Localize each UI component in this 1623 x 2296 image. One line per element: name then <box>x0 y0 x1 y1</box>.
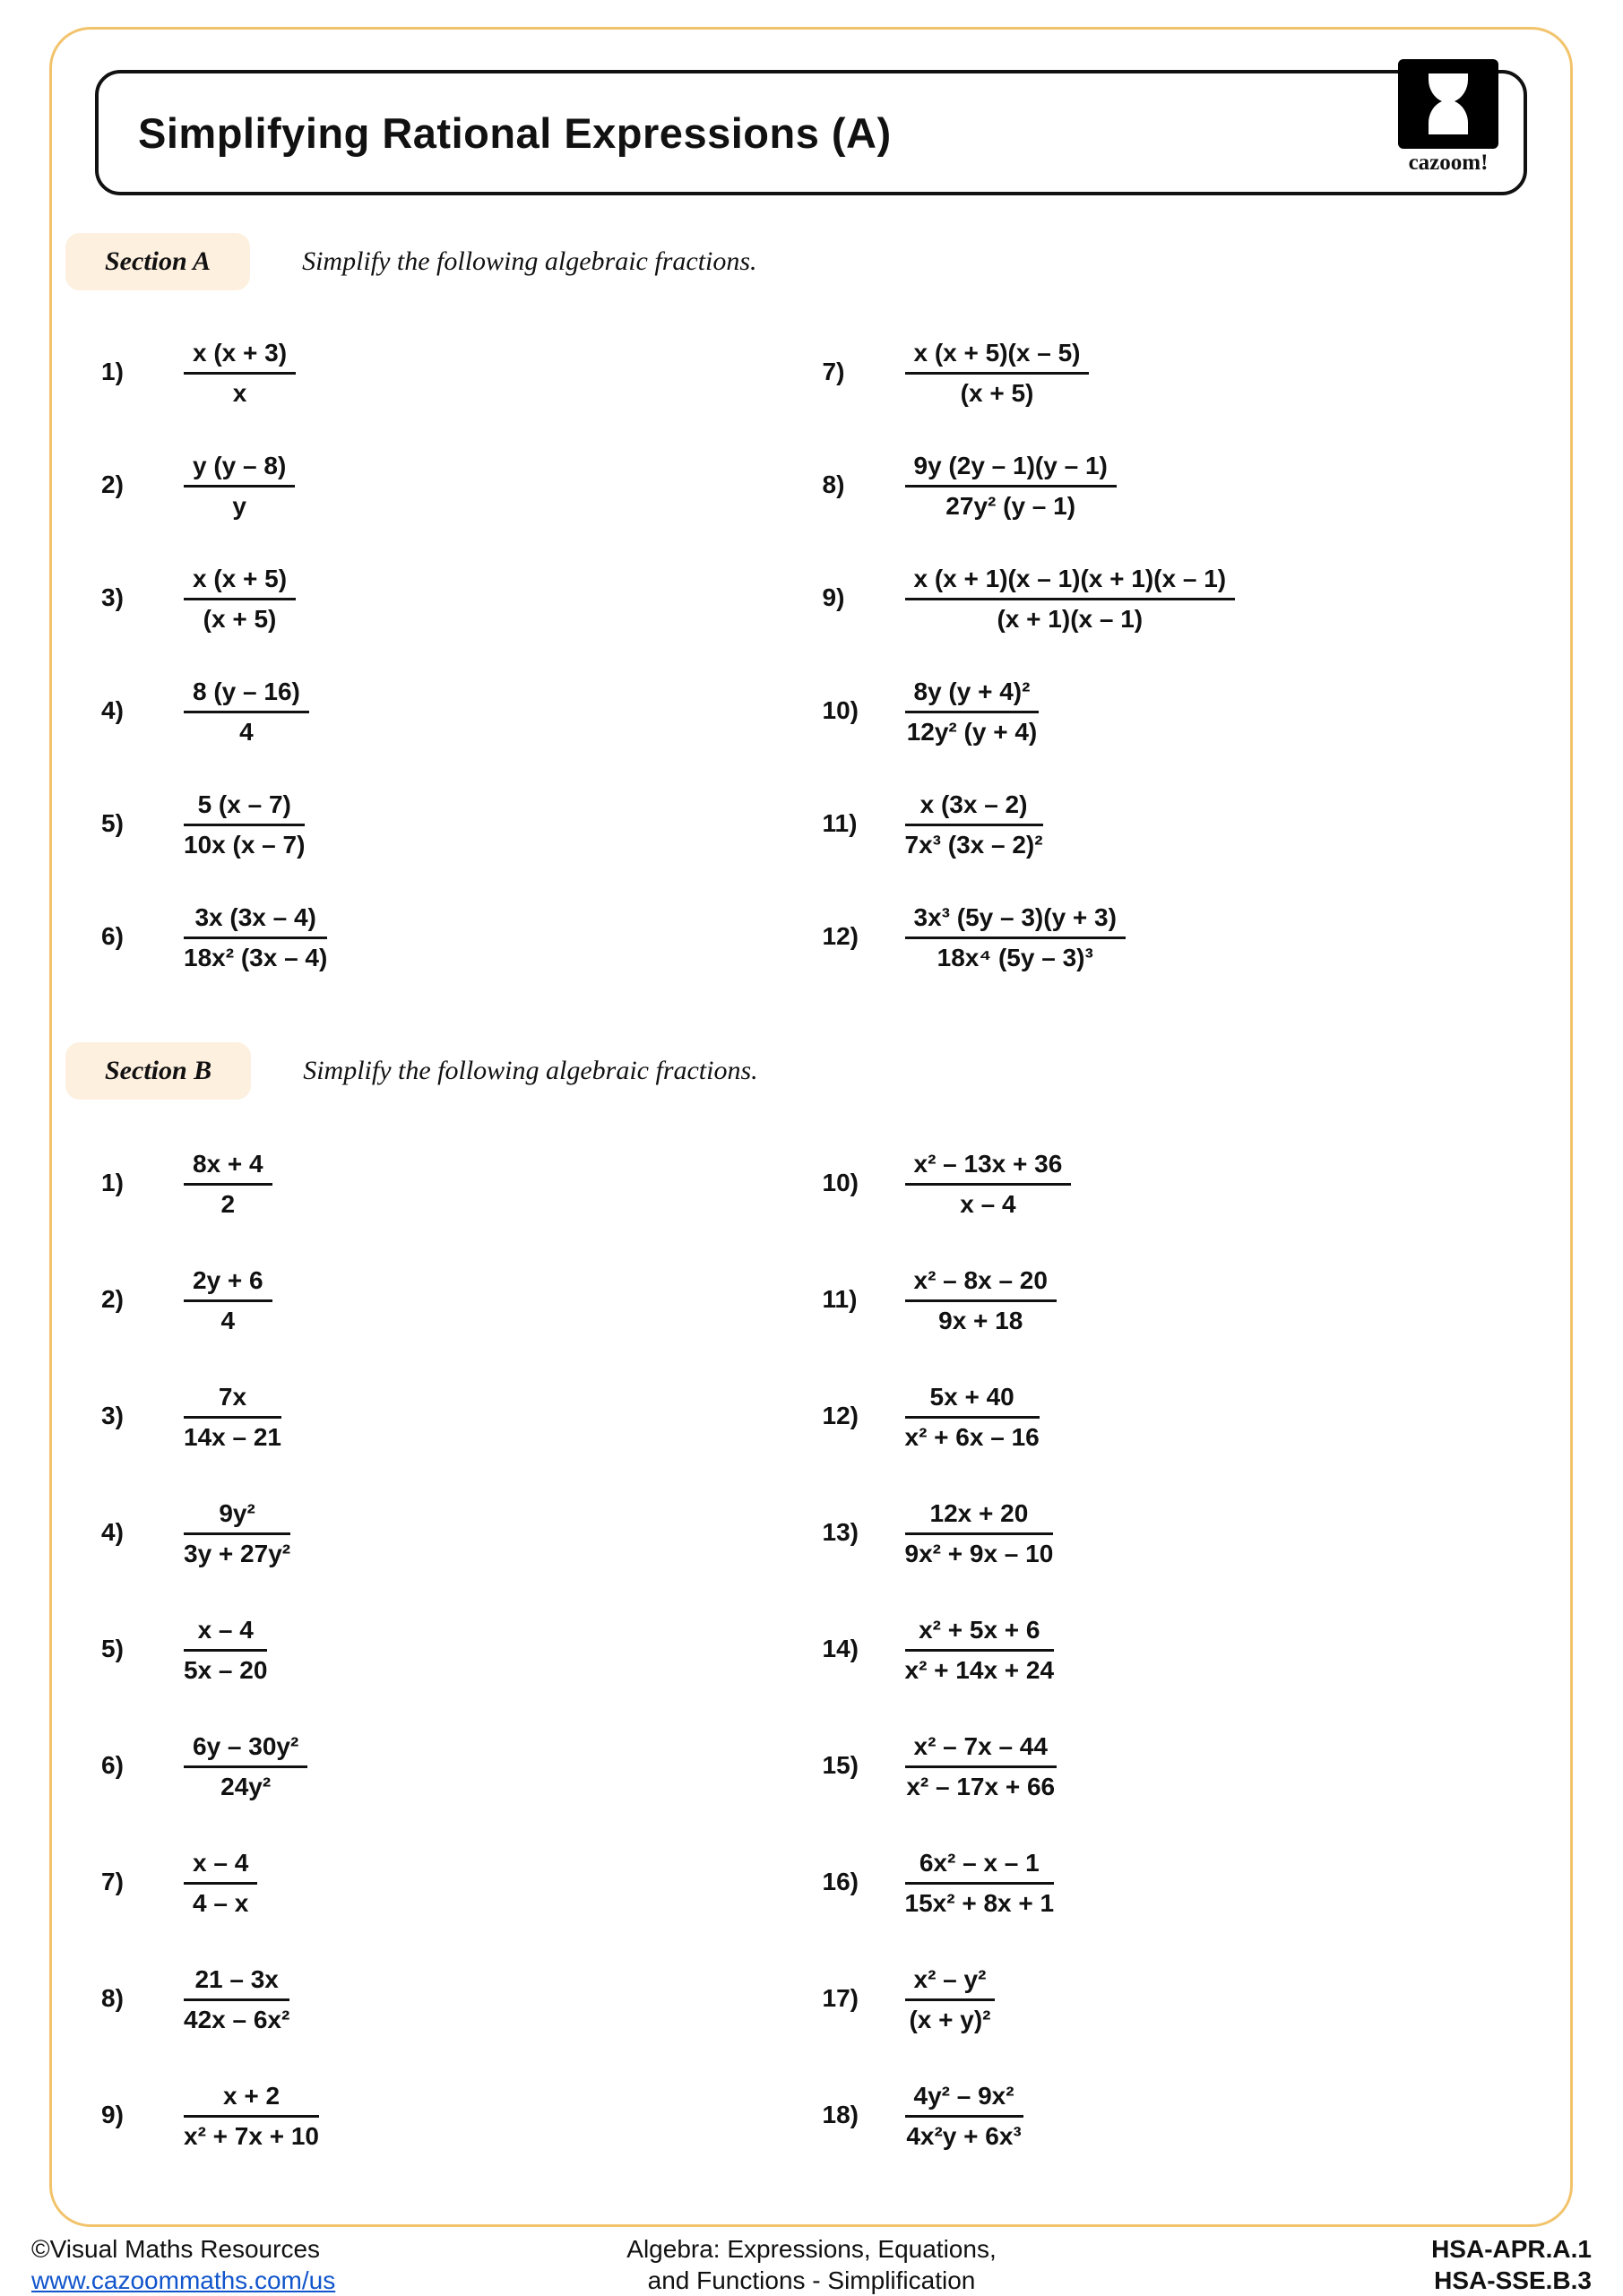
problem <box>823 315 1544 428</box>
section-a-column-left <box>101 315 823 993</box>
fraction-denominator: 4 – x <box>193 1889 249 1917</box>
section-b-problems <box>52 1100 1570 2173</box>
problem-number: 16) <box>822 1868 859 1895</box>
problem-number: 6) <box>101 1751 124 1779</box>
section-a-instruction: Simplify the following algebraic fractions. <box>302 246 757 276</box>
fraction <box>905 1612 1055 1686</box>
page-title: Simplifying Rational Expressions (A) <box>138 108 892 157</box>
fraction-denominator: 42x – 6x² <box>184 2006 290 2033</box>
problem-number: 8) <box>101 1984 124 2012</box>
fraction-denominator: y <box>232 492 246 520</box>
worksheet-border <box>49 27 1573 2227</box>
fraction <box>184 1845 257 1919</box>
problem-number: 6) <box>101 922 124 950</box>
problem-number: 5) <box>101 809 124 837</box>
fraction-numerator: x – 4 <box>184 1845 257 1885</box>
problem-number: 11) <box>822 1285 858 1313</box>
fraction <box>905 1263 1057 1336</box>
fraction <box>184 561 296 634</box>
fraction <box>905 900 1126 973</box>
fraction-denominator: x² + 14x + 24 <box>904 1656 1055 1684</box>
problem <box>101 654 823 767</box>
problem <box>101 767 823 880</box>
problem-number: 9) <box>822 583 845 611</box>
problem <box>823 428 1544 541</box>
section-a-label: Section A <box>65 233 250 290</box>
problem-number: 12) <box>822 922 859 950</box>
problem-number: 18) <box>822 2101 859 2128</box>
fraction <box>905 1962 996 2035</box>
fraction-denominator: 10x (x – 7) <box>184 831 306 859</box>
fraction-denominator: x – 4 <box>960 1190 1016 1218</box>
fraction <box>184 900 327 973</box>
fraction <box>905 448 1117 522</box>
fraction-denominator: (x + 5) <box>960 379 1034 407</box>
fraction <box>184 1263 272 1336</box>
fraction-numerator: x (3x – 2) <box>905 787 1043 826</box>
fraction <box>184 1729 307 1802</box>
fraction <box>184 674 309 747</box>
problem <box>823 1241 1544 1358</box>
fraction-denominator: 7x³ (3x – 2)² <box>904 831 1043 859</box>
fraction <box>905 335 1090 409</box>
problem <box>823 654 1544 767</box>
fraction-numerator: x – 4 <box>184 1612 267 1652</box>
problem <box>823 1591 1544 1707</box>
fraction-numerator: x² – 8x – 20 <box>905 1263 1057 1302</box>
fraction <box>184 2078 319 2152</box>
problem-number: 4) <box>101 696 124 724</box>
fraction-numerator: 3x (3x – 4) <box>184 900 327 939</box>
problem-number: 10) <box>822 696 859 724</box>
problem <box>823 767 1544 880</box>
problem <box>101 2057 823 2173</box>
fraction-denominator: 18x² (3x – 4) <box>184 944 328 971</box>
footer-copyright: ©Visual Maths Resources <box>31 2235 321 2263</box>
footer-standards <box>1431 2233 1592 2296</box>
problem-number: 2) <box>101 1285 124 1313</box>
problem <box>101 880 823 993</box>
problem <box>101 541 823 654</box>
problem <box>823 1940 1544 2057</box>
fraction-numerator: 8x + 4 <box>184 1146 272 1186</box>
fraction-denominator: x² + 7x + 10 <box>184 2122 320 2150</box>
fraction-numerator: 3x³ (5y – 3)(y + 3) <box>905 900 1126 939</box>
problem <box>823 880 1544 993</box>
fraction <box>905 787 1043 860</box>
fraction <box>905 1729 1057 1802</box>
problem-number: 15) <box>822 1751 859 1779</box>
fraction-numerator: 5 (x – 7) <box>184 787 305 826</box>
problem-number: 5) <box>101 1635 124 1662</box>
problem <box>823 1824 1544 1940</box>
fraction-denominator: x² – 17x + 66 <box>906 1773 1056 1800</box>
problem-number: 12) <box>822 1402 859 1429</box>
fraction-denominator: 24y² <box>220 1773 272 1800</box>
fraction-numerator: x (x + 3) <box>184 335 296 375</box>
cazoom-logo-icon <box>1398 59 1498 149</box>
fraction-denominator: x <box>232 379 247 407</box>
fraction-denominator: (x + y)² <box>909 2006 991 2033</box>
problem-number: 4) <box>101 1518 124 1546</box>
problem <box>823 1358 1544 1474</box>
fraction <box>184 787 305 860</box>
fraction-denominator: 4x²y + 6x³ <box>906 2122 1022 2150</box>
problem <box>101 428 823 541</box>
cazoom-logo <box>1393 59 1504 176</box>
problem-number: 7) <box>101 1868 124 1895</box>
problem-number: 1) <box>101 1169 124 1196</box>
fraction-numerator: 8y (y + 4)² <box>905 674 1040 713</box>
problem-number: 17) <box>822 1984 859 2012</box>
fraction <box>184 1612 267 1686</box>
fraction-numerator: x (x + 1)(x – 1)(x + 1)(x – 1) <box>905 561 1236 600</box>
fraction <box>905 1146 1072 1220</box>
fraction-numerator: x (x + 5)(x – 5) <box>905 335 1090 375</box>
fraction-denominator: 18x⁴ (5y – 3)³ <box>937 944 1093 971</box>
fraction-numerator: x + 2 <box>184 2078 319 2118</box>
problem <box>823 2057 1544 2173</box>
fraction <box>905 561 1236 634</box>
fraction <box>184 448 295 522</box>
fraction <box>184 335 296 409</box>
fraction-numerator: 6y – 30y² <box>184 1729 307 1768</box>
problem-number: 8) <box>822 470 845 498</box>
fraction <box>905 1379 1040 1453</box>
fraction-numerator: x (x + 5) <box>184 561 296 600</box>
problem-number: 9) <box>101 2101 124 2128</box>
problem-number: 13) <box>822 1518 859 1546</box>
problem-number: 2) <box>101 470 124 498</box>
fraction-numerator: y (y – 8) <box>184 448 295 488</box>
fraction-numerator: x² + 5x + 6 <box>905 1612 1055 1652</box>
fraction-denominator: 12y² (y + 4) <box>906 718 1038 746</box>
problem-number: 11) <box>822 809 858 837</box>
section-a-header <box>65 233 1570 290</box>
fraction <box>905 1496 1054 1569</box>
section-b-instruction: Simplify the following algebraic fractions. <box>303 1056 758 1085</box>
fraction-numerator: 12x + 20 <box>905 1496 1054 1535</box>
fraction-numerator: 4y² – 9x² <box>905 2078 1023 2118</box>
fraction <box>184 1496 290 1569</box>
fraction-numerator: 2y + 6 <box>184 1263 272 1302</box>
problem-number: 3) <box>101 583 124 611</box>
problem <box>823 1707 1544 1824</box>
worksheet-header <box>95 70 1527 195</box>
fraction <box>905 1845 1055 1919</box>
problem <box>101 315 823 428</box>
problem <box>823 1125 1544 1241</box>
section-a-problems <box>52 290 1570 993</box>
fraction-denominator: 9x² + 9x – 10 <box>904 1540 1054 1567</box>
problem <box>101 1707 823 1824</box>
problem-number: 10) <box>822 1169 859 1196</box>
section-b-column-left <box>101 1125 823 2173</box>
fraction-numerator: 5x + 40 <box>905 1379 1040 1419</box>
fraction-numerator: x² – 13x + 36 <box>905 1146 1072 1186</box>
problem <box>823 541 1544 654</box>
fraction <box>905 2078 1023 2152</box>
fraction-denominator: 5x – 20 <box>184 1656 268 1684</box>
problem-number: 3) <box>101 1402 124 1429</box>
footer-center <box>626 2233 996 2296</box>
fraction <box>184 1962 289 2035</box>
fraction-numerator: 9y² <box>184 1496 290 1535</box>
fraction-denominator: 4 <box>220 1307 236 1334</box>
footer-topic-line1: Algebra: Expressions, Equations, <box>626 2235 997 2263</box>
section-b-column-right <box>823 1125 1544 2173</box>
fraction-denominator: 14x – 21 <box>184 1423 281 1451</box>
fraction <box>184 1146 272 1220</box>
footer-standard-1: HSA-APR.A.1 <box>1431 2235 1592 2263</box>
footer-left <box>31 2233 335 2296</box>
section-b-label: Section B <box>65 1042 251 1100</box>
problem-number: 1) <box>101 358 124 385</box>
problem <box>101 1591 823 1707</box>
problem <box>823 1474 1544 1591</box>
fraction-numerator: 6x² – x – 1 <box>905 1845 1055 1885</box>
problem <box>101 1824 823 1940</box>
problem <box>101 1358 823 1474</box>
section-b-header <box>65 1042 1570 1100</box>
problem-number: 14) <box>822 1635 859 1662</box>
fraction-numerator: 9y (2y – 1)(y – 1) <box>905 448 1117 488</box>
fraction-denominator: 27y² (y – 1) <box>945 492 1076 520</box>
section-a-column-right <box>823 315 1544 993</box>
fraction-numerator: 7x <box>184 1379 281 1419</box>
problem <box>101 1474 823 1591</box>
fraction-denominator: (x + 5) <box>203 605 277 633</box>
fraction <box>905 674 1040 747</box>
fraction-numerator: 8 (y – 16) <box>184 674 309 713</box>
problem <box>101 1125 823 1241</box>
fraction-denominator: x² + 6x – 16 <box>904 1423 1040 1451</box>
fraction-denominator: 9x + 18 <box>938 1307 1023 1334</box>
footer-standard-2: HSA-SSE.B.3 <box>1434 2266 1592 2294</box>
problem <box>101 1940 823 2057</box>
fraction-denominator: 15x² + 8x + 1 <box>904 1889 1055 1917</box>
fraction-numerator: x² – 7x – 44 <box>905 1729 1057 1768</box>
footer-website-link[interactable]: www.cazoommaths.com/us <box>31 2266 336 2294</box>
fraction-denominator: 2 <box>220 1190 236 1218</box>
problem-number: 7) <box>822 358 845 385</box>
fraction-denominator: 3y + 27y² <box>184 1540 291 1567</box>
fraction-denominator: (x + 1)(x – 1) <box>997 605 1144 633</box>
fraction-numerator: 21 – 3x <box>184 1962 289 2001</box>
fraction-numerator: x² – y² <box>905 1962 996 2001</box>
fraction-denominator: 4 <box>239 718 254 746</box>
problem <box>101 1241 823 1358</box>
footer-topic-line2: and Functions - Simplification <box>647 2266 976 2294</box>
fraction <box>184 1379 281 1453</box>
cazoom-logo-text: cazoom! <box>1408 151 1489 175</box>
